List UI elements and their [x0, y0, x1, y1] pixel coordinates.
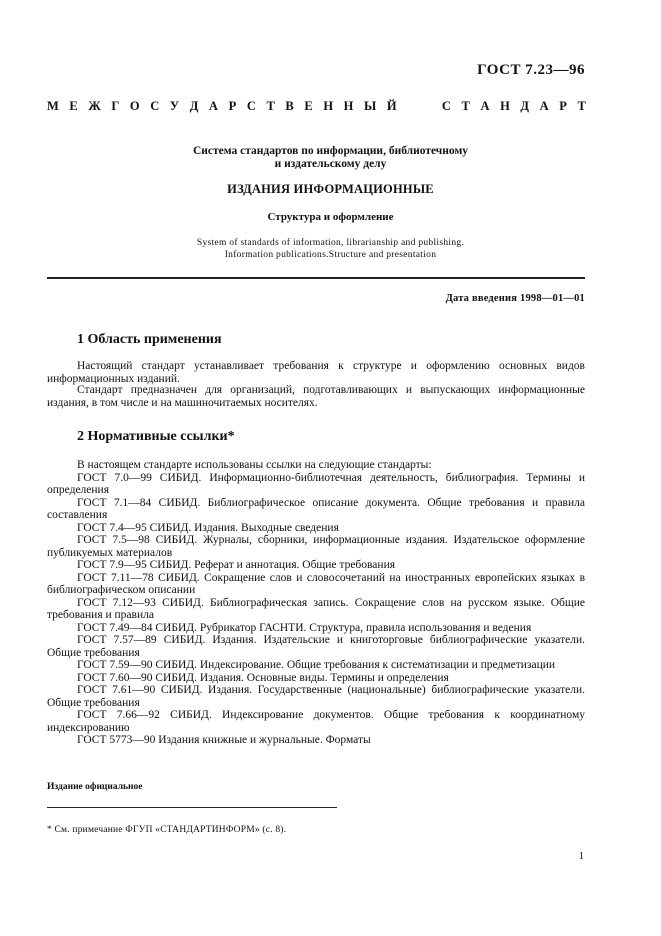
english-title-line: System of standards of information, librarianship and publishing. — [196, 238, 465, 248]
doc-type-letter: Й — [386, 99, 397, 113]
doc-type-letter: Т — [266, 99, 275, 113]
references-lead: В настоящем стандарте использованы ссылки на следующие стандарты: — [77, 459, 432, 471]
footnote-divider — [47, 807, 337, 808]
reference-item: ГОСТ 7.5—98 СИБИД. Журналы, сборники, информационные издания. Издательское оформление публикуемых материалов — [47, 534, 585, 559]
doc-type-letter: Г — [111, 99, 120, 113]
section-heading-normative-references: 2 Нормативные ссылки* — [77, 429, 235, 444]
doc-type-letter: Д — [520, 99, 530, 113]
doc-type-letter: Т — [461, 99, 470, 113]
paragraph: Настоящий стандарт устанавливает требования к структуре и оформлению основных видов информационных изданий. — [47, 360, 585, 385]
introduction-date: Дата введения 1998—01—01 — [445, 293, 585, 304]
document-type-heading — [47, 99, 586, 114]
reference-item: ГОСТ 7.57—89 СИБИД. Издания. Издательские и книготорговые библиографические указатели. Общие требования — [47, 634, 585, 659]
reference-item: ГОСТ 7.0—99 СИБИД. Информационно-библиотечная деятельность, библиография. Термины и определения — [47, 471, 585, 496]
doc-type-letter: Д — [189, 99, 199, 113]
reference-item: ГОСТ 7.49—84 СИБИД. Рубрикатор ГАСНТИ. Структура, правила использования и ведения — [77, 621, 532, 634]
standards-system-line: и издательскому делу — [274, 158, 387, 170]
reference-item: ГОСТ 7.11—78 СИБИД. Сокращение слов и словосочетаний на иностранных европейских языках в библиографическом описании — [47, 571, 585, 596]
reference-item: ГОСТ 7.4—95 СИБИД. Издания. Выходные сведения — [77, 521, 339, 534]
doc-type-letter: Е — [304, 99, 313, 113]
reference-item: ГОСТ 7.1—84 СИБИД. Библиографическое описание документа. Общие требования и правила составления — [47, 496, 585, 521]
reference-item: ГОСТ 7.9—95 СИБИД. Реферат и аннотация. Общие требования — [77, 559, 396, 571]
reference-item: ГОСТ 7.61—90 СИБИД. Издания. Государственные (национальные) библиографические указатели. Общие требования — [47, 684, 585, 709]
header-divider — [47, 277, 585, 279]
reference-item: ГОСТ 5773—90 Издания книжные и журнальные. Форматы — [77, 734, 371, 746]
doc-type-letter: А — [539, 99, 549, 113]
references-list — [47, 459, 585, 747]
doc-type-letter: Н — [323, 99, 334, 113]
doc-type-letter: Е — [69, 99, 78, 113]
reference-item: ГОСТ 7.66—92 СИБИД. Индексирование документов. Общие требования к координатному индексированию — [47, 709, 585, 734]
doc-type-letter: Н — [500, 99, 510, 113]
word-gap — [407, 99, 431, 114]
doc-type-letter: В — [285, 99, 294, 113]
document-subtitle: Структура и оформление — [267, 211, 394, 223]
standards-system-line: Система стандартов по информации, библиотечному — [192, 145, 469, 157]
doc-type-letter: С — [246, 99, 256, 113]
english-title-line: Information publications.Structure and presentation — [224, 250, 437, 260]
doc-type-letter: М — [47, 99, 59, 113]
document-number: ГОСТ 7.23—96 — [477, 62, 585, 78]
footnote: * См. примечание ФГУП «СТАНДАРТИНФОРМ» (с. 8). — [47, 825, 287, 835]
reference-item: ГОСТ 7.12—93 СИБИД. Библиографическая запись. Сокращение слов на русском языке. Общие требования и правила — [47, 596, 585, 621]
doc-type-letter: Р — [559, 99, 567, 113]
doc-type-letter: С — [150, 99, 160, 113]
official-edition-label: Издание официальное — [47, 782, 143, 792]
document-title: ИЗДАНИЯ ИНФОРМАЦИОННЫЕ — [227, 182, 434, 196]
doc-type-letter: А — [208, 99, 218, 113]
doc-type-letter: Н — [343, 99, 354, 113]
section-heading-scope: 1 Область применения — [77, 332, 222, 347]
doc-type-letter: Ы — [364, 99, 377, 113]
doc-type-letter: С — [441, 99, 451, 113]
doc-type-letter: У — [169, 99, 180, 113]
doc-type-letter: Т — [577, 99, 586, 113]
paragraph: Стандарт предназначен для организаций, подготавливающих и выпускающих информационные издания, в том числе и на машиночитаемых носителях. — [47, 384, 585, 409]
reference-item: ГОСТ 7.60—90 СИБИД. Издания. Основные виды. Термины и определения — [77, 671, 449, 684]
reference-item: ГОСТ 7.59—90 СИБИД. Индексирование. Общие требования к систематизации и предметизации — [77, 659, 556, 671]
doc-type-letter: Ж — [88, 99, 101, 113]
page-number: 1 — [578, 851, 584, 862]
doc-type-letter: О — [129, 99, 140, 113]
doc-type-letter: Р — [228, 99, 237, 113]
doc-type-letter: А — [480, 99, 490, 113]
